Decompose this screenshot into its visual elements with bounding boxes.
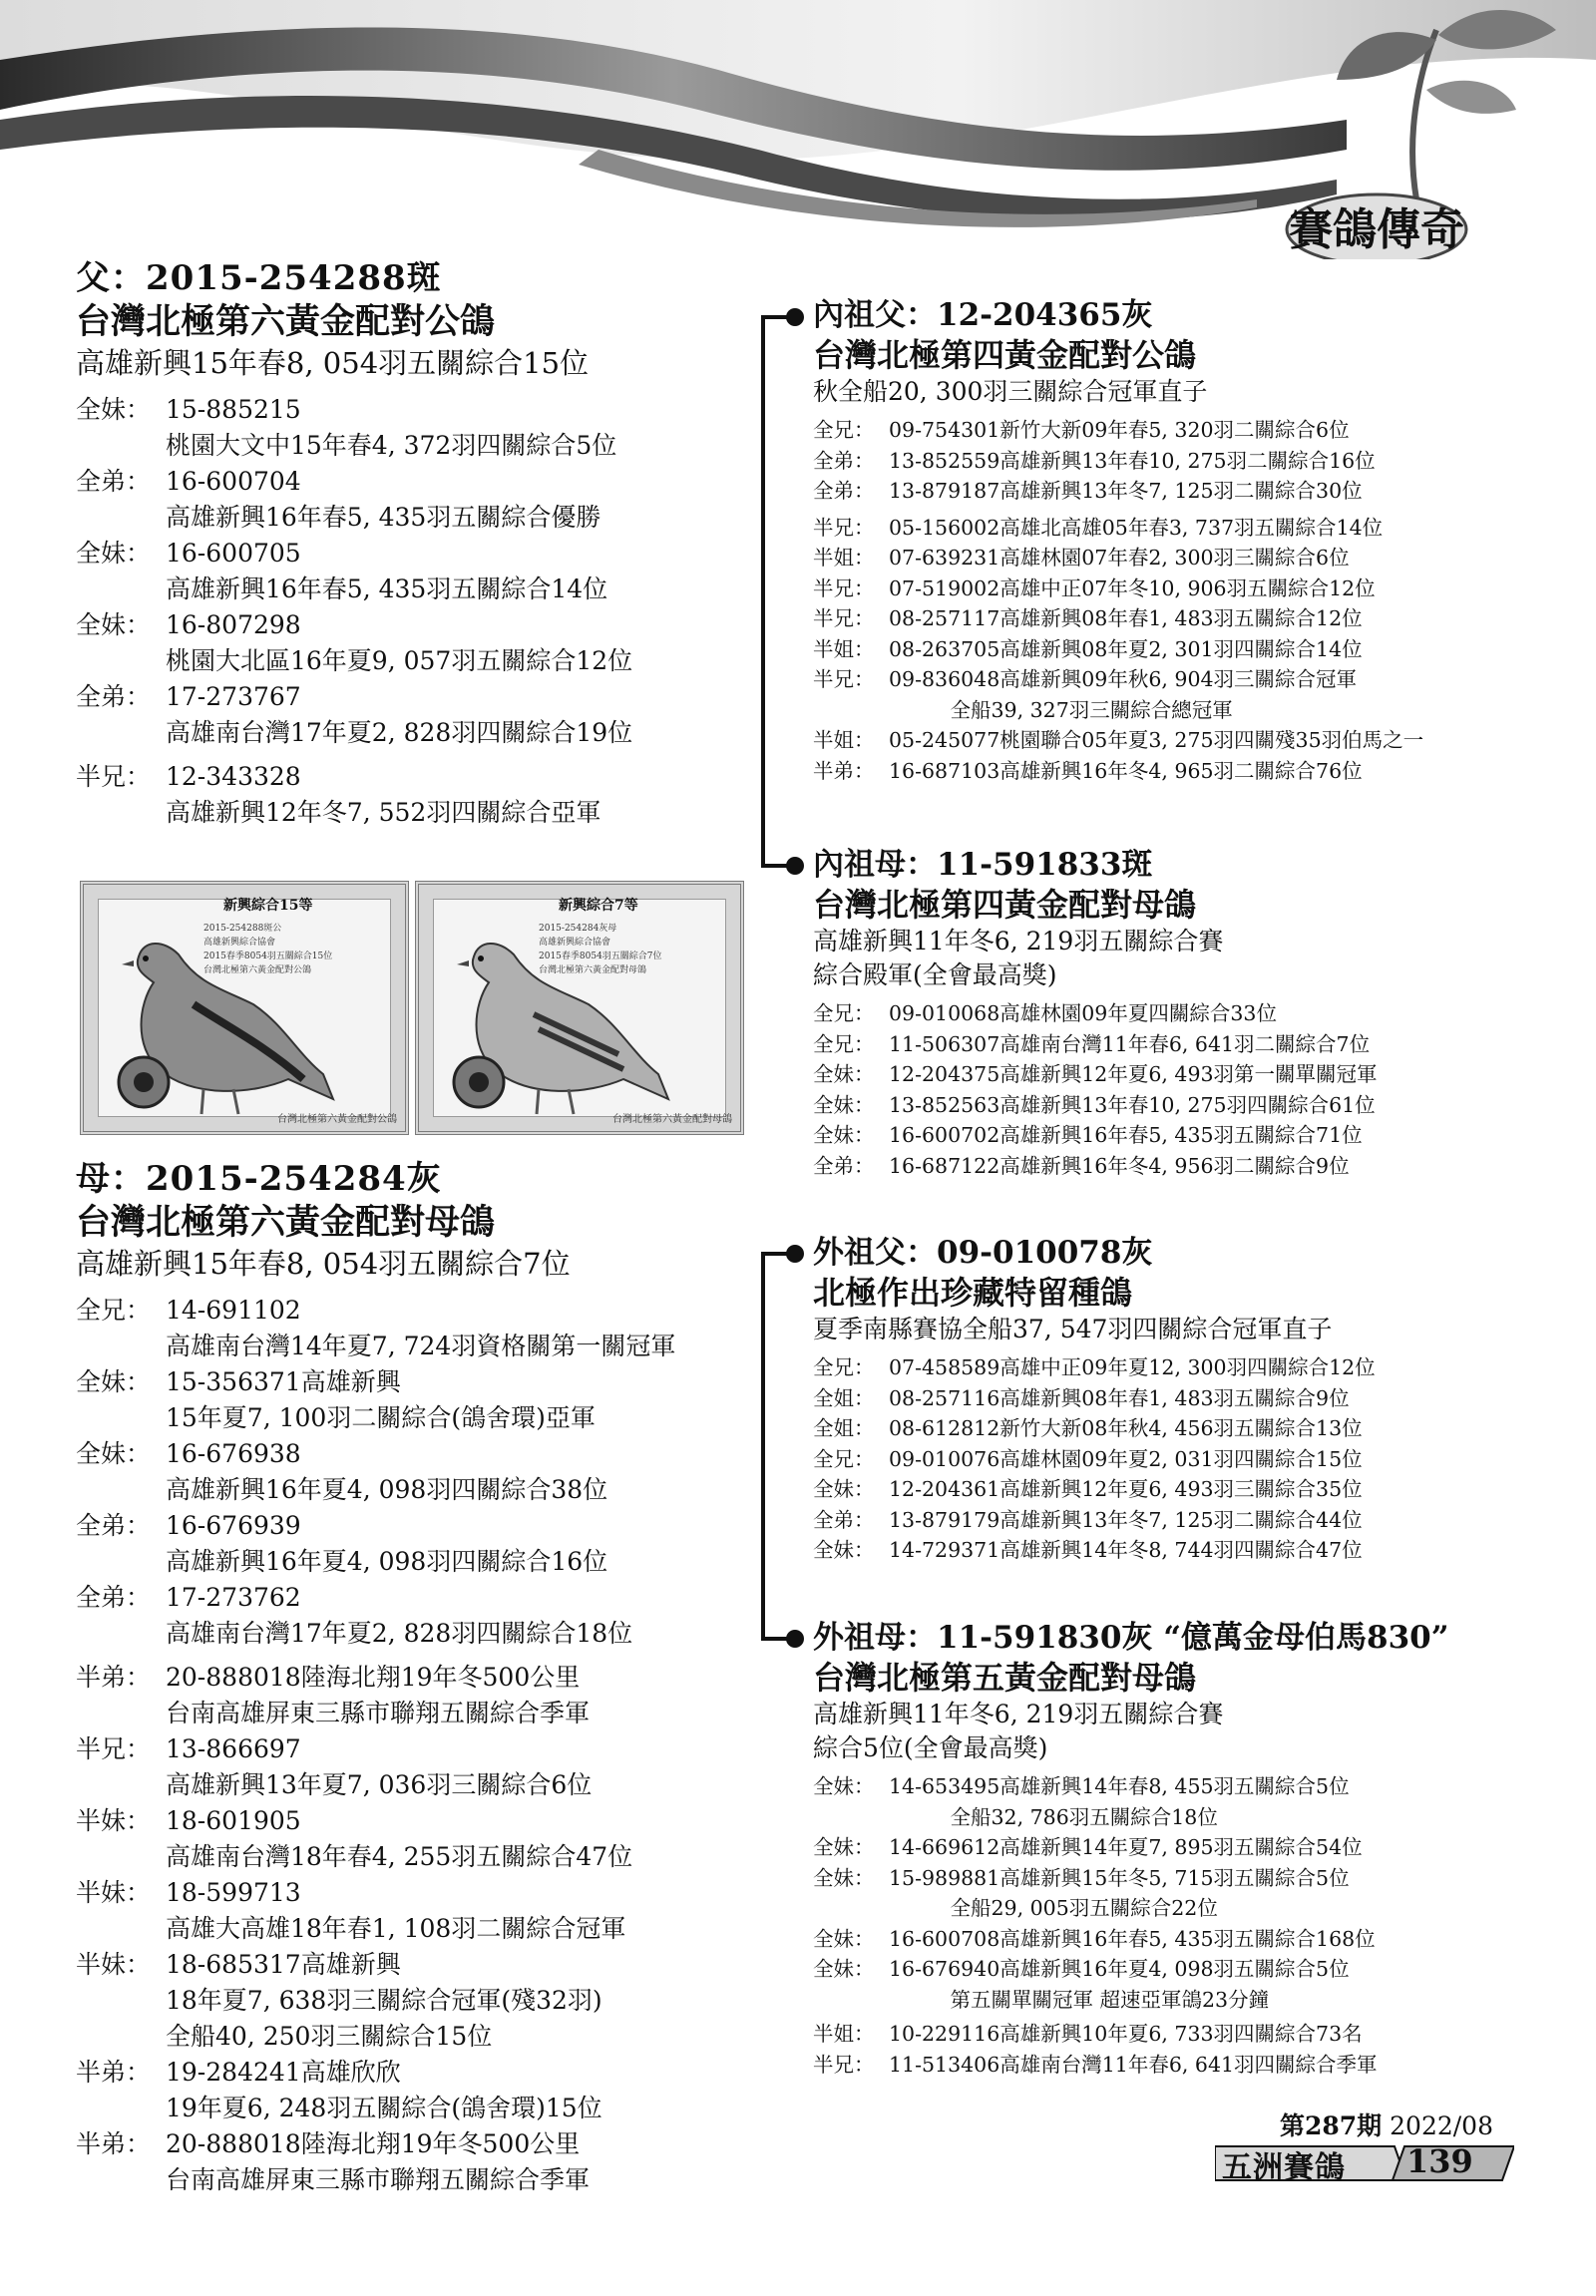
sibling-entry: 全兄： 09-010068高雄林園09年夏四關綜合33位 <box>813 1001 1277 1025</box>
sibling-entry: 全弟： 13-879179高雄新興13年冬7, 125羽二關綜合44位 <box>813 1507 1363 1532</box>
photo-caption: 2015-254284灰母 <box>539 924 617 934</box>
paternal-granddam-section <box>813 845 1551 1181</box>
photo-footer: 台灣北極第六黃金配對公鴿 <box>277 1114 397 1125</box>
sibling-entry: 半兄： 13-866697 高雄新興13年夏7, 036羽三關綜合6位 <box>76 1734 593 1799</box>
sire-record: 高雄新興15年春8, 054羽五關綜合15位 <box>76 346 590 380</box>
dam-ring: 母：2015-254284灰 <box>76 1159 442 1199</box>
paternal-granddam-record: 綜合殿軍(全會最高獎) <box>813 960 1057 989</box>
paternal-grandsire-record: 秋全船20, 300羽三關綜合冠軍直子 <box>813 377 1208 406</box>
dam-siblings <box>76 1293 774 2198</box>
maternal-granddam-record: 高雄新興11年冬6, 219羽五關綜合賽 <box>813 1700 1224 1728</box>
sibling-entry: 全妹： 13-852563高雄新興13年春10, 275羽四關綜合61位 <box>813 1092 1376 1117</box>
sibling-entry: 全弟： 16-676939 高雄新興16年夏4, 098羽四關綜合16位 <box>76 1511 608 1576</box>
sibling-entry: 全姐： 08-257116高雄新興08年春1, 483羽五關綜合9位 <box>813 1385 1350 1410</box>
sibling-entry: 全妹： 14-729371高雄新興14年冬8, 744羽四關綜合47位 <box>813 1538 1363 1562</box>
sire-ring: 父：2015-254288斑 <box>76 258 442 298</box>
maternal-granddam-name: 台灣北極第五黃金配對母鴿 <box>813 1659 1197 1697</box>
sibling-entry: 全妹： 15-989881高雄新興15年冬5, 715羽五關綜合5位 全船29, 005羽五關綜合22位 <box>813 1865 1350 1920</box>
sibling-entry: 全妹： 16-676940高雄新興16年夏4, 098羽五關綜合5位 第五關單關冠軍 超速亞軍鴿23分鐘 <box>813 1957 1350 2012</box>
maternal-granddam-siblings <box>813 1771 1551 2080</box>
sibling-entry: 半弟： 19-284241高雄欣欣 19年夏6, 248羽五關綜合(鴿舍環)15位 <box>76 2058 602 2122</box>
sibling-entry: 半兄： 05-156002高雄北高雄05年春3, 737羽五關綜合14位 <box>813 515 1384 540</box>
sibling-entry: 全妹： 14-669612高雄新興14年夏7, 895羽五關綜合54位 <box>813 1835 1363 1859</box>
paternal-grandsire-ring: 內祖父：12-204365灰 <box>813 297 1153 333</box>
sibling-entry: 全弟： 16-600704 高雄新興16年春5, 435羽五關綜合優勝 <box>76 467 601 532</box>
maternal-grandsire-siblings <box>813 1352 1551 1566</box>
sibling-entry: 半弟： 20-888018陸海北翔19年冬500公里 台南高雄屏東三縣市聯翔五關綜合季軍 <box>76 2129 591 2194</box>
sibling-entry: 全弟： 13-879187高雄新興13年冬7, 125羽二關綜合30位 <box>813 479 1363 503</box>
sibling-entry: 全妹： 15-885215 桃園大文中15年春4, 372羽四關綜合5位 <box>76 395 617 460</box>
sibling-entry: 全兄： 09-754301新竹大新09年春5, 320羽二關綜合6位 <box>813 418 1350 442</box>
sibling-entry: 全妹： 12-204361高雄新興12年夏6, 493羽三關綜合35位 <box>813 1477 1363 1501</box>
sibling-entry: 半兄： 12-343328 高雄新興12年冬7, 552羽四關綜合亞軍 <box>76 762 601 827</box>
sibling-entry: 半妹： 18-601905 高雄南台灣18年春4, 255羽五關綜合47位 <box>76 1806 633 1871</box>
banner-logo-text: 賽鴿傳奇 <box>1289 204 1464 255</box>
sire-section <box>76 256 774 831</box>
sibling-entry: 全兄： 07-458589高雄中正09年夏12, 300羽四關綜合12位 <box>813 1355 1376 1379</box>
dam-section <box>76 1157 774 2198</box>
photo-caption: 高雄新興綜合協會 <box>203 938 276 948</box>
sire-photo-certificate <box>80 881 409 1135</box>
sibling-entry: 全妹： 16-807298 桃園大北區16年夏9, 057羽五關綜合12位 <box>76 610 633 675</box>
banner-swoosh-graphic <box>0 0 1596 259</box>
paternal-granddam-siblings <box>813 998 1551 1181</box>
sibling-entry: 全妹： 15-356371高雄新興 15年夏7, 100羽二關綜合(鴿舍環)亞軍 <box>76 1367 596 1432</box>
sibling-entry: 全兄： 14-691102 高雄南台灣14年夏7, 724羽資格關第一關冠軍 <box>76 1296 676 1360</box>
sibling-entry: 半姐： 08-263705高雄新興08年夏2, 301羽四關綜合14位 <box>813 636 1363 661</box>
sibling-entry: 半姐： 10-229116高雄新興10年夏6, 733羽四關綜合73名 <box>813 2022 1363 2046</box>
photo-caption: 台灣北極第六黃金配對母鴿 <box>539 965 647 975</box>
sibling-entry: 全妹： 16-600705 高雄新興16年春5, 435羽五關綜合14位 <box>76 539 608 603</box>
page-number: 139 <box>1406 2142 1473 2180</box>
sibling-entry: 全兄： 11-506307高雄南台灣11年春6, 641羽二關綜合7位 <box>813 1031 1371 1056</box>
photo-caption: 高雄新興綜合協會 <box>539 938 611 948</box>
sire-name: 台灣北極第六黃金配對公鴿 <box>76 301 496 342</box>
sibling-entry: 全弟： 13-852559高雄新興13年春10, 275羽二關綜合16位 <box>813 448 1376 473</box>
dam-photo-certificate <box>415 881 744 1135</box>
sibling-entry: 全妹： 16-600708高雄新興16年春5, 435羽五關綜合168位 <box>813 1926 1376 1951</box>
maternal-granddam-ring: 外祖母：11-591830灰 “億萬金母伯馬830” <box>813 1620 1449 1656</box>
sibling-entry: 半兄： 11-513406高雄南台灣11年春6, 641羽四關綜合季軍 <box>813 2052 1378 2077</box>
sibling-entry: 全姐： 08-612812新竹大新08年秋4, 456羽五關綜合13位 <box>813 1416 1363 1440</box>
paternal-grandsire-siblings <box>813 415 1551 786</box>
maternal-granddam-section <box>813 1618 1551 2080</box>
sibling-entry: 半姐： 05-245077桃園聯合05年夏3, 275羽四關殘35羽伯馬之一 <box>813 728 1424 752</box>
sibling-entry: 半妹： 18-599713 高雄大高雄18年春1, 108羽二關綜合冠軍 <box>76 1878 626 1943</box>
magazine-brand: 五洲賽鴿 <box>1222 2150 1346 2185</box>
photo-footer: 台灣北極第六黃金配對母鴿 <box>612 1114 732 1125</box>
sibling-entry: 半兄： 09-836048高雄新興09年秋6, 904羽三關綜合冠軍 全船39, 327羽三關綜合總冠軍 <box>813 667 1358 722</box>
dam-name: 台灣北極第六黃金配對母鴿 <box>76 1202 496 1243</box>
sibling-entry: 全妹： 16-600702高雄新興16年春5, 435羽五關綜合71位 <box>813 1123 1363 1147</box>
issue-date: 2022/08 <box>1390 2111 1493 2140</box>
sibling-entry: 全弟： 16-687122高雄新興16年冬4, 956羽二關綜合9位 <box>813 1153 1350 1178</box>
photo-caption: 2015春季8054羽五關綜合7位 <box>539 952 662 961</box>
maternal-grandsire-ring: 外祖父：09-010078灰 <box>813 1235 1153 1271</box>
maternal-grandsire-section <box>813 1233 1551 1566</box>
paternal-granddam-ring: 內祖母：11-591833斑 <box>813 847 1153 883</box>
photo-caption: 2015-254288斑公 <box>203 924 282 934</box>
sibling-entry: 半姐： 07-639231高雄林園07年春2, 300羽三關綜合6位 <box>813 546 1350 570</box>
paternal-grandsire-name: 台灣北極第四黃金配對公鴿 <box>813 336 1197 374</box>
header-banner <box>0 0 1596 259</box>
sibling-entry: 半兄： 08-257117高雄新興08年春1, 483羽五關綜合12位 <box>813 606 1363 630</box>
issue-info <box>1280 2106 1493 2142</box>
sibling-entry: 半弟： 16-687103高雄新興16年冬4, 965羽二關綜合76位 <box>813 758 1363 783</box>
photo-caption: 台灣北極第六黃金配對公鴿 <box>203 965 312 975</box>
photo-title: 新興綜合7等 <box>559 898 638 914</box>
sibling-entry: 全弟： 17-273762 高雄南台灣17年夏2, 828羽四關綜合18位 <box>76 1583 633 1648</box>
photo-caption: 2015春季8054羽五關綜合15位 <box>203 952 333 961</box>
sibling-entry: 半妹： 18-685317高雄新興 18年夏7, 638羽三關綜合冠軍(殘32羽) 全船40, 250羽三關綜合15位 <box>76 1950 602 2051</box>
sibling-entry: 全妹： 16-676938 高雄新興16年夏4, 098羽四關綜合38位 <box>76 1439 608 1504</box>
paternal-granddam-record: 高雄新興11年冬6, 219羽五關綜合賽 <box>813 927 1224 956</box>
maternal-granddam-record: 綜合5位(全會最高獎) <box>813 1733 1048 1762</box>
maternal-grandsire-record: 夏季南縣賽協全船37, 547羽四關綜合冠軍直子 <box>813 1315 1333 1343</box>
paternal-granddam-name: 台灣北極第四黃金配對母鴿 <box>813 886 1197 924</box>
sibling-entry: 全妹： 14-653495高雄新興14年春8, 455羽五關綜合5位 全船32, 786羽五關綜合18位 <box>813 1774 1350 1829</box>
sibling-entry: 半弟： 20-888018陸海北翔19年冬500公里 台南高雄屏東三縣市聯翔五關綜合季軍 <box>76 1663 591 1727</box>
sibling-entry: 半兄： 07-519002高雄中正07年冬10, 906羽五關綜合12位 <box>813 575 1376 600</box>
dam-record: 高雄新興15年春8, 054羽五關綜合7位 <box>76 1247 571 1281</box>
photo-title: 新興綜合15等 <box>223 898 313 914</box>
sibling-entry: 全妹： 12-204375高雄新興12年夏6, 493羽第一關單關冠軍 <box>813 1062 1378 1086</box>
sibling-entry: 全兄： 09-010076高雄林園09年夏2, 031羽四關綜合15位 <box>813 1446 1363 1471</box>
paternal-grandsire-section <box>813 295 1551 786</box>
maternal-grandsire-name: 北極作出珍藏特留種鴿 <box>813 1274 1133 1312</box>
sibling-entry: 全弟： 17-273767 高雄南台灣17年夏2, 828羽四關綜合19位 <box>76 682 633 747</box>
issue-number: 第287期 <box>1280 2111 1383 2140</box>
sire-siblings <box>76 392 774 831</box>
